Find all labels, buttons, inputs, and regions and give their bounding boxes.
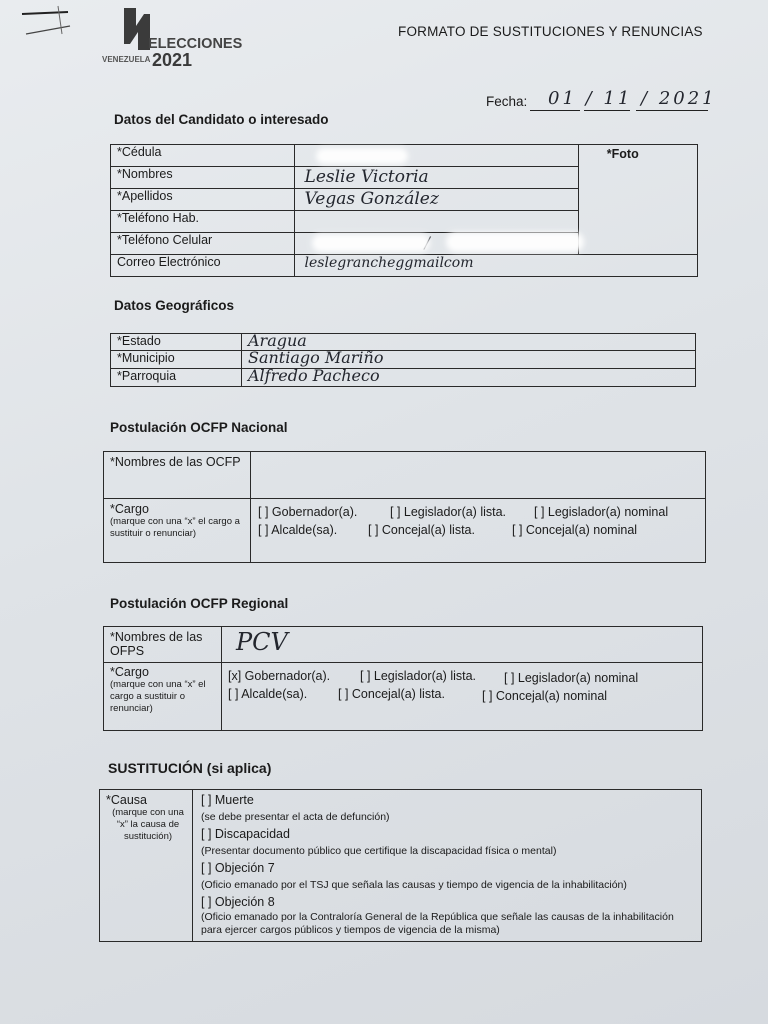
section-geo-title: Datos Geográficos (114, 298, 235, 313)
cedula-label: *Cédula (111, 145, 295, 167)
nombres-label: *Nombres (111, 167, 295, 189)
section-candidato-title: Datos del Candidato o interesado (114, 112, 329, 127)
municipio-value[interactable]: Santiago Mariño (242, 351, 696, 369)
apellidos-label: *Apellidos (111, 189, 295, 211)
regional-nombres-label: *Nombres de las OFPS (104, 627, 222, 663)
correo-value[interactable]: leslegrancheggmailcom (294, 255, 697, 277)
causa-discapacidad-note: (Presentar documento público que certifique la discapacidad física o mental) (201, 845, 557, 857)
parroquia-value[interactable]: Alfredo Pacheco (242, 369, 696, 387)
telefono-celular-label: *Teléfono Celular (111, 233, 295, 255)
causa-cell (100, 790, 193, 942)
estado-label: *Estado (111, 334, 242, 351)
nacional-opt-gobernador[interactable]: [ ] Gobernador(a). (258, 505, 358, 519)
sustitucion-table (99, 789, 702, 942)
nacional-opt-legislador-lista[interactable]: [ ] Legislador(a) lista. (390, 505, 507, 519)
estado-value[interactable]: Aragua (242, 334, 696, 351)
section-nacional-title: Postulación OCFP Nacional (110, 420, 288, 435)
pen-mark-icon (18, 4, 74, 40)
municipio-label: *Municipio (111, 351, 242, 369)
correo-label: Correo Electrónico (111, 255, 295, 277)
regional-opt-concejal-nominal[interactable]: [ ] Concejal(a) nominal (482, 689, 608, 703)
nacional-opt-concejal-nominal[interactable]: [ ] Concejal(a) nominal (512, 523, 638, 537)
causa-objecion-8[interactable]: [ ] Objeción 8 (201, 895, 275, 909)
nacional-cargo-note: (marque con una “x” el cargo a sustituir o renunciar) (110, 516, 240, 539)
causa-label: *Causa (106, 793, 147, 807)
causa-muerte-note: (se debe presentar el acta de defunción) (201, 811, 390, 823)
regional-opt-gobernador[interactable]: [x] Gobernador(a). (228, 669, 331, 683)
apellidos-value[interactable]: Vegas González (294, 189, 578, 211)
causa-objecion-7-note: (Oficio emanado por el TSJ que señala las causas y tiempo de vigencia de la inhabilitación) (201, 879, 627, 891)
causa-objecion-7[interactable]: [ ] Objeción 7 (201, 861, 275, 875)
regional-opt-legislador-lista[interactable]: [ ] Legislador(a) lista. (360, 669, 477, 683)
causa-options-cell (193, 790, 702, 942)
foto-box (578, 145, 697, 255)
causa-discapacidad[interactable]: [ ] Discapacidad (201, 827, 290, 841)
telefono-hab-label: *Teléfono Hab. (111, 211, 295, 233)
nacional-opt-concejal-lista[interactable]: [ ] Concejal(a) lista. (368, 523, 475, 537)
section-regional-title: Postulación OCFP Regional (110, 596, 289, 611)
section-sustitucion-title: SUSTITUCIÓN (si aplica) (108, 760, 272, 776)
fecha-label: Fecha: (486, 94, 528, 109)
telefono-hab-value[interactable] (294, 211, 578, 233)
parroquia-label: *Parroquia (111, 369, 242, 387)
nacional-nombres-label: *Nombres de las OCFP (104, 452, 251, 499)
redaction-phone-1 (312, 234, 430, 252)
elections-logo (100, 4, 243, 70)
logo-year: 2021 (152, 50, 193, 70)
logo-country: VENEZUELA (102, 55, 151, 64)
nacional-opt-legislador-nominal[interactable]: [ ] Legislador(a) nominal (534, 505, 669, 519)
form-title: FORMATO DE SUSTITUCIONES Y RENUNCIAS (398, 24, 703, 39)
causa-muerte[interactable]: [ ] Muerte (201, 793, 254, 807)
nombres-value[interactable]: Leslie Victoria (294, 167, 578, 189)
nacional-cargo-label: *Cargo (110, 502, 149, 516)
nacional-nombres-value[interactable] (251, 452, 706, 499)
foto-label: *Foto (606, 147, 639, 161)
fecha-value: 01 / 11 / 2021 (548, 88, 717, 109)
causa-objecion-8-note: (Oficio emanado por la Contraloría General de la República que señale las causas de la inhabilitación para ejercer cargos públicos y tiempos de vigencia de la misma) (201, 911, 674, 936)
regional-nombres-value[interactable]: PCV (222, 627, 703, 663)
redaction-phone-2 (446, 232, 584, 252)
causa-note: (marque con una “x” la causa de sustitución) (112, 807, 184, 842)
regional-opt-legislador-nominal[interactable]: [ ] Legislador(a) nominal (504, 671, 639, 685)
nacional-cargo-cell (104, 499, 251, 563)
nacional-opt-alcalde[interactable]: [ ] Alcalde(sa). (258, 523, 338, 537)
regional-opt-alcalde[interactable]: [ ] Alcalde(sa). (228, 687, 308, 701)
regional-cargo-cell (104, 663, 222, 731)
candidato-table (110, 144, 698, 277)
regional-cargo-label: *Cargo (110, 665, 149, 679)
geo-table (110, 333, 696, 387)
regional-cargo-note: (marque con una “x” el cargo a sustituir o renunciar) (110, 679, 206, 714)
regional-opt-concejal-lista[interactable]: [ ] Concejal(a) lista. (338, 687, 445, 701)
redaction-cedula (316, 148, 408, 164)
logo-title: ELECCIONES (148, 36, 243, 52)
fecha-field (486, 88, 717, 109)
